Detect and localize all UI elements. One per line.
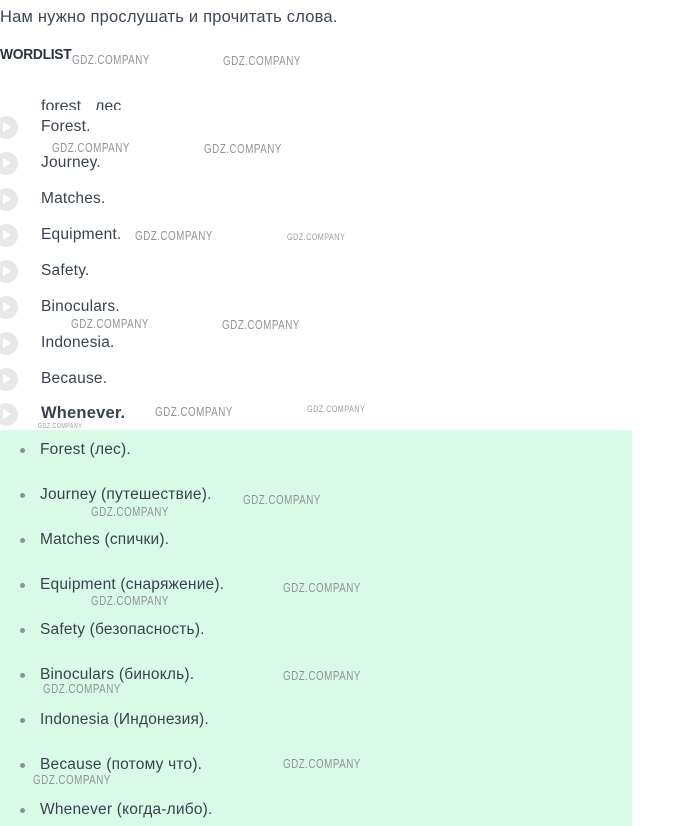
audio-word-label: Binoculars. (41, 298, 120, 315)
audio-row (0, 370, 420, 394)
vocab-row (0, 531, 600, 551)
bullet-icon (20, 448, 25, 453)
play-icon[interactable] (0, 188, 18, 211)
vocab-row (0, 441, 600, 461)
clipped-word: forest (41, 98, 82, 110)
watermark: GDZ.COMPANY (135, 228, 213, 243)
watermark: GDZ.COMPANY (72, 52, 150, 67)
watermark: GDZ.COMPANY (52, 140, 130, 155)
audio-word-label: Forest. (41, 118, 91, 135)
play-icon[interactable] (0, 224, 18, 247)
watermark: GDZ.COMPANY (307, 404, 366, 415)
watermark: GDZ.COMPANY (223, 53, 301, 68)
vocab-row (0, 621, 600, 641)
audio-word-label: Journey. (41, 154, 101, 171)
vocab-item-text: Forest (лес). (40, 441, 131, 458)
play-icon[interactable] (0, 368, 18, 391)
bullet-icon (20, 808, 25, 813)
watermark: GDZ.COMPANY (222, 317, 300, 332)
play-triangle-icon (3, 230, 11, 240)
audio-row (0, 334, 420, 358)
play-triangle-icon (3, 409, 11, 419)
vocab-item-text: Matches (спички). (40, 531, 170, 548)
audio-word-label: Because. (41, 370, 108, 387)
vocab-item-text: Whenever (когда-либо). (40, 801, 213, 818)
play-triangle-icon (3, 122, 11, 132)
watermark: GDZ.COMPANY (155, 404, 233, 419)
vocab-item-text: Safety (безопасность). (40, 621, 205, 638)
vocab-item-text: Because (потому что). (40, 756, 203, 773)
bullet-icon (20, 493, 25, 498)
vocab-item-text: Indonesia (Индонезия). (40, 711, 209, 728)
audio-row (0, 298, 420, 322)
watermark: GDZ.COMPANY (33, 772, 111, 787)
watermark: GDZ.COMPANY (204, 141, 282, 156)
vocab-item-text: Binoculars (бинокль). (40, 666, 195, 683)
audio-word-label: Equipment. (41, 226, 122, 243)
audio-word-label: Matches. (41, 190, 106, 207)
play-triangle-icon (3, 302, 11, 312)
audio-row (0, 190, 420, 214)
audio-word-label: Whenever. (41, 404, 126, 422)
bullet-icon (20, 718, 25, 723)
watermark: GDZ.COMPANY (91, 504, 169, 519)
watermark: GDZ.COMPANY (91, 593, 169, 608)
play-triangle-icon (3, 158, 11, 168)
play-triangle-icon (3, 374, 11, 384)
bullet-icon (20, 583, 25, 588)
task-title: Нам нужно прослушать и прочитать слова. (0, 8, 338, 26)
watermark: GDZ.COMPANY (283, 756, 361, 771)
vocab-row (0, 666, 600, 686)
play-triangle-icon (3, 194, 11, 204)
bullet-icon (20, 673, 25, 678)
audio-word-label: Safety. (41, 262, 90, 279)
watermark: GDZ.COMPANY (283, 668, 361, 683)
vocab-row (0, 711, 600, 731)
watermark: GDZ.COMPANY (287, 232, 346, 243)
play-icon[interactable] (0, 403, 18, 426)
bullet-icon (20, 763, 25, 768)
clipped-word-row (41, 97, 121, 110)
audio-row (0, 118, 420, 142)
watermark: GDZ.COMPANY (243, 492, 321, 507)
vocab-item-text: Journey (путешествие). (40, 486, 212, 503)
audio-word-label: Indonesia. (41, 334, 115, 351)
play-icon[interactable] (0, 332, 18, 355)
play-icon[interactable] (0, 152, 18, 175)
wordlist-heading: WORDLIST (0, 46, 72, 63)
audio-row (0, 262, 420, 286)
audio-row (0, 405, 420, 429)
vocab-row (0, 576, 600, 596)
play-triangle-icon (3, 338, 11, 348)
bullet-icon (20, 628, 25, 633)
play-icon[interactable] (0, 116, 18, 139)
play-triangle-icon (3, 266, 11, 276)
vocabulary-panel (0, 430, 632, 826)
vocab-row (0, 756, 600, 776)
audio-row (0, 154, 420, 178)
watermark: GDZ.COMPANY (38, 423, 83, 430)
bullet-icon (20, 538, 25, 543)
vocab-item-text: Equipment (снаряжение). (40, 576, 225, 593)
watermark: GDZ.COMPANY (283, 580, 361, 595)
watermark: GDZ.COMPANY (43, 681, 121, 696)
play-icon[interactable] (0, 260, 18, 283)
vocab-row (0, 801, 600, 821)
watermark: GDZ.COMPANY (71, 316, 149, 331)
clipped-translation: лес (95, 98, 122, 110)
audio-row (0, 226, 420, 250)
vocab-row (0, 486, 600, 506)
play-icon[interactable] (0, 296, 18, 319)
